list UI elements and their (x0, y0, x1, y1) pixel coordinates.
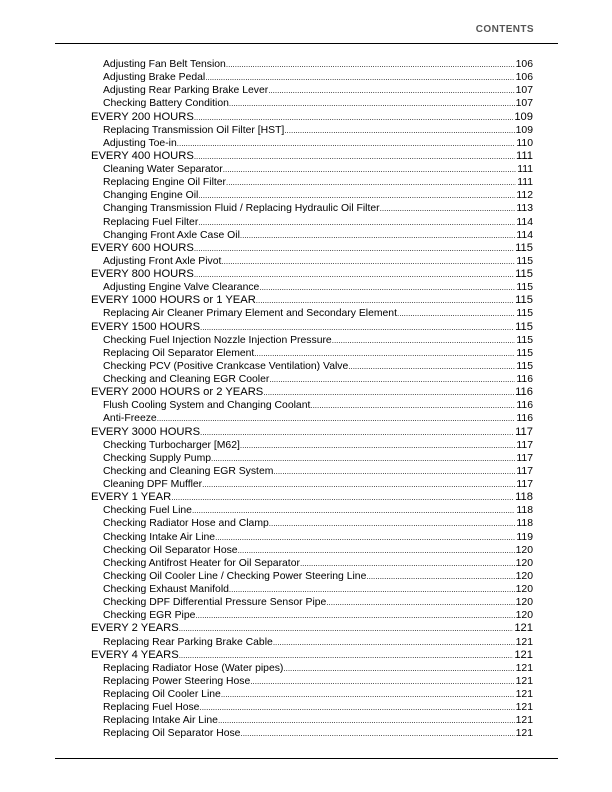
toc-page-number: 121 (514, 648, 533, 661)
dot-leader (198, 189, 515, 202)
toc-entry-title: EVERY 1500 HOURS (91, 320, 201, 333)
toc-entry[interactable] (91, 557, 533, 570)
toc-entry-title: Adjusting Engine Valve Clearance (103, 282, 260, 294)
toc-entry[interactable] (91, 373, 533, 386)
toc-entry-title: Checking Fuel Line (103, 505, 192, 517)
dot-leader (283, 662, 514, 675)
dot-leader (200, 426, 514, 439)
dot-leader (284, 124, 514, 137)
toc-entry-title: EVERY 1000 HOURS or 1 YEAR (91, 294, 256, 307)
toc-entry[interactable] (91, 176, 533, 189)
toc-page-number: 121 (515, 675, 533, 687)
dot-leader (380, 202, 516, 215)
toc-page-number: 115 (516, 347, 533, 359)
toc-entry[interactable] (91, 71, 533, 84)
toc-entry[interactable] (91, 189, 533, 202)
toc-page-number: 115 (516, 334, 533, 346)
dot-leader (397, 307, 515, 320)
toc-page-number: 120 (515, 610, 533, 622)
toc-entry[interactable] (91, 347, 533, 360)
toc-page-number: 121 (515, 702, 533, 714)
toc-entry[interactable] (91, 662, 533, 675)
toc-entry-title: Replacing Engine Oil Filter (103, 177, 227, 189)
toc-page-number: 107 (515, 98, 533, 110)
dot-leader (194, 111, 514, 124)
toc-page-number: 117 (515, 425, 533, 438)
toc-entry[interactable] (91, 124, 533, 137)
toc-entry[interactable] (91, 399, 533, 412)
toc-page-number: 115 (515, 268, 533, 280)
dot-leader (226, 176, 516, 189)
dot-leader (310, 399, 515, 412)
toc-page-number: 120 (515, 544, 533, 556)
toc-section-heading[interactable] (91, 268, 533, 281)
toc-page-number: 121 (515, 636, 533, 648)
header-rule (55, 43, 558, 44)
toc-page-number: 115 (516, 282, 533, 294)
dot-leader (256, 294, 514, 307)
toc-section-heading[interactable] (91, 491, 533, 504)
toc-page-number: 109 (515, 124, 533, 136)
dot-leader (194, 242, 514, 255)
footer-rule (55, 758, 558, 759)
toc-page-number: 117 (516, 479, 533, 490)
toc-entry-title: Replacing Oil Separator Element (103, 347, 255, 359)
dot-leader (199, 701, 514, 714)
toc-page-number: 115 (516, 308, 533, 320)
toc-page-number: 106 (515, 72, 533, 84)
toc-page-number: 110 (516, 137, 533, 149)
toc-entry-title: Adjusting Fan Belt Tension (103, 59, 226, 70)
toc-entry[interactable] (91, 137, 533, 150)
toc-entry-title: Replacing Air Cleaner Primary Element and Secondary Element (103, 308, 397, 320)
toc-entry[interactable] (91, 517, 533, 530)
toc-page-number: 115 (515, 294, 533, 307)
toc-entry[interactable] (91, 163, 533, 176)
toc-entry[interactable] (91, 229, 533, 242)
dot-leader (229, 583, 515, 596)
toc-section-heading[interactable] (91, 111, 533, 124)
dot-leader (229, 97, 515, 110)
dot-leader (226, 58, 515, 71)
toc-page-number: 111 (517, 177, 533, 189)
toc-page-number: 113 (516, 203, 533, 215)
toc-entry-title: EVERY 800 HOURS (91, 268, 194, 280)
toc-page-number: 115 (515, 241, 533, 254)
toc-page-number: 116 (516, 400, 533, 412)
toc-page-number: 118 (516, 518, 533, 530)
toc-page-number: 121 (515, 689, 533, 700)
toc-entry[interactable] (91, 583, 533, 596)
toc-entry[interactable] (91, 58, 533, 71)
toc-section-heading[interactable] (91, 242, 533, 255)
toc-entry-title: Checking PCV (Positive Crankcase Ventilation) Valve (103, 360, 349, 372)
dot-leader (192, 504, 515, 517)
toc-entry[interactable] (91, 714, 533, 727)
dot-leader (263, 386, 514, 399)
toc-page-number: 118 (516, 505, 533, 517)
toc-entry-title: Adjusting Brake Pedal (103, 72, 206, 84)
toc-entry-title: Changing Transmission Fluid / Replacing Hydraulic Oil Filter (103, 203, 380, 215)
dot-leader (195, 609, 514, 622)
toc-entry[interactable] (91, 452, 533, 465)
toc-page-number: 121 (515, 728, 533, 740)
toc-entry[interactable] (91, 675, 533, 688)
toc-entry-title: EVERY 2000 HOURS or 2 YEARS (91, 386, 264, 399)
toc-entry-title: Adjusting Toe-in (103, 137, 177, 149)
toc-page-number: 114 (516, 229, 533, 241)
toc-entry-title: Checking Antifrost Heater for Oil Separator (103, 557, 300, 569)
dot-leader (240, 229, 516, 242)
toc-page-number: 121 (514, 622, 533, 635)
toc-entry[interactable] (91, 727, 533, 740)
dot-leader (273, 636, 515, 649)
toc-entry[interactable] (91, 544, 533, 557)
toc-page-number: 107 (515, 85, 533, 97)
toc-page-number: 114 (516, 216, 533, 228)
toc-page-number: 115 (516, 360, 533, 372)
toc-page-number: 118 (515, 491, 533, 504)
dot-leader (332, 334, 516, 347)
toc-section-heading[interactable] (91, 386, 533, 399)
toc-entry-title: Changing Front Axle Case Oil (103, 229, 240, 241)
toc-entry-title: Checking Exhaust Manifold (103, 584, 229, 595)
dot-leader (268, 84, 514, 97)
toc-entry-title: Replacing Fuel Filter (103, 216, 199, 228)
toc-page-number: 111 (515, 149, 533, 162)
dot-leader (194, 150, 515, 163)
dot-leader (259, 281, 515, 294)
toc-page-number: 120 (515, 597, 533, 609)
toc-entry[interactable] (91, 596, 533, 609)
toc-page-number: 115 (515, 320, 533, 333)
toc-entry-title: Checking EGR Pipe (103, 610, 196, 622)
toc-entry-title: Checking Radiator Hose and Clamp (103, 518, 269, 530)
toc-entry-title: Checking Oil Cooler Line / Checking Power Steering Line (103, 570, 367, 582)
toc-page-number: 117 (516, 439, 533, 451)
toc-entry-title: EVERY 3000 HOURS (91, 425, 201, 438)
dot-leader (198, 216, 515, 229)
toc-entry[interactable] (91, 609, 533, 622)
toc-page-number: 109 (514, 110, 533, 123)
toc-entry-title: Checking Intake Air Line (103, 531, 216, 543)
toc-section-heading[interactable] (91, 150, 533, 163)
dot-leader (221, 255, 515, 268)
dot-leader (238, 544, 515, 557)
toc-page-number: 116 (516, 374, 533, 385)
toc-entry-title: Anti-Freeze (103, 413, 157, 425)
toc-page-number: 117 (516, 452, 533, 464)
toc-entry-title: EVERY 1 YEAR (91, 491, 172, 504)
toc-entry[interactable] (91, 465, 533, 478)
toc-page-number: 111 (517, 164, 533, 175)
dot-leader (269, 517, 516, 530)
toc-entry-title: Replacing Radiator Hose (Water pipes) (103, 662, 284, 674)
dot-leader (300, 557, 515, 570)
toc-entry[interactable] (91, 97, 533, 110)
dot-leader (194, 268, 514, 281)
toc-page-number: 121 (515, 662, 533, 674)
dot-leader (326, 596, 514, 609)
dot-leader (221, 688, 515, 701)
toc-entry-title: Adjusting Rear Parking Brake Lever (103, 85, 269, 97)
toc-entry-title: Replacing Oil Separator Hose (103, 728, 241, 740)
dot-leader (254, 347, 515, 360)
toc-entry-title: Replacing Transmission Oil Filter [HST] (103, 124, 285, 136)
toc-entry[interactable] (91, 412, 533, 425)
toc-section-heading[interactable] (91, 649, 533, 662)
toc-page-number: 117 (516, 465, 533, 477)
toc-entry-title: Cleaning DPF Muffler (103, 479, 203, 490)
toc-section-heading[interactable] (91, 622, 533, 635)
toc-entry-title: Changing Engine Oil (103, 190, 199, 202)
toc-entry-title: Cleaning Water Separator (103, 164, 223, 175)
toc-entry-title: Checking Battery Condition (103, 98, 229, 110)
toc-page-number: 116 (516, 413, 533, 425)
toc-entry-title: EVERY 400 HOURS (91, 149, 194, 162)
dot-leader (218, 714, 515, 727)
dot-leader (223, 163, 516, 176)
toc-section-heading[interactable] (91, 426, 533, 439)
toc-entry[interactable] (91, 255, 533, 268)
toc-page-number: 106 (515, 59, 533, 70)
toc-entry[interactable] (91, 531, 533, 544)
toc-entry[interactable] (91, 202, 533, 215)
toc-entry-title: Checking Turbocharger [M62] (103, 439, 240, 451)
toc-section-heading[interactable] (91, 321, 533, 334)
dot-leader (240, 727, 514, 740)
toc-page-number: 120 (515, 584, 533, 595)
dot-leader (177, 137, 516, 150)
toc-entry[interactable] (91, 688, 533, 701)
toc-entry-title: Checking DPF Differential Pressure Sensor Pipe (103, 597, 327, 609)
toc-entry[interactable] (91, 216, 533, 229)
toc-entry-title: EVERY 2 YEARS (91, 622, 179, 635)
toc-entry[interactable] (91, 570, 533, 583)
toc-entry-title: EVERY 200 HOURS (91, 110, 194, 123)
dot-leader (215, 531, 515, 544)
toc-section-heading[interactable] (91, 294, 533, 307)
toc-entry-title: Flush Cooling System and Changing Coolant (103, 400, 311, 412)
dot-leader (205, 71, 514, 84)
toc-entry-title: Replacing Power Steering Hose (103, 675, 251, 687)
running-header: CONTENTS (475, 24, 534, 35)
dot-leader (200, 321, 514, 334)
toc-page-number: 112 (516, 190, 533, 202)
toc-entry[interactable] (91, 701, 533, 714)
toc-entry[interactable] (91, 504, 533, 517)
toc-entry-title: Checking Oil Separator Hose (103, 544, 238, 556)
dot-leader (273, 465, 515, 478)
dot-leader (202, 478, 515, 491)
dot-leader (157, 412, 516, 425)
toc-entry[interactable] (91, 281, 533, 294)
toc-entry-title: EVERY 4 YEARS (91, 648, 179, 661)
toc-entry[interactable] (91, 478, 533, 491)
dot-leader (179, 649, 514, 662)
toc-entry[interactable] (91, 360, 533, 373)
toc-entry-title: Checking Supply Pump (103, 452, 212, 464)
toc-page-number: 120 (515, 557, 533, 569)
table-of-contents (91, 58, 533, 741)
toc-entry-title: Checking and Cleaning EGR Cooler (103, 374, 270, 385)
toc-entry-title: Checking Fuel Injection Nozzle Injection Pressure (103, 334, 332, 346)
dot-leader (211, 452, 515, 465)
toc-page-number: 116 (515, 386, 533, 399)
dot-leader (348, 360, 515, 373)
toc-entry[interactable] (91, 307, 533, 320)
toc-entry-title: Adjusting Front Axle Pivot (103, 255, 222, 267)
toc-entry[interactable] (91, 84, 533, 97)
toc-entry[interactable] (91, 439, 533, 452)
toc-page-number: 115 (516, 255, 533, 267)
dot-leader (269, 373, 515, 386)
toc-entry[interactable] (91, 334, 533, 347)
toc-entry-title: Replacing Fuel Hose (103, 702, 200, 714)
toc-entry-title: EVERY 600 HOURS (91, 241, 194, 254)
toc-entry-title: Replacing Intake Air Line (103, 715, 218, 727)
dot-leader (171, 491, 514, 504)
toc-entry-title: Replacing Rear Parking Brake Cable (103, 636, 273, 648)
toc-page-number: 120 (515, 570, 533, 582)
dot-leader (179, 622, 514, 635)
toc-entry[interactable] (91, 636, 533, 649)
toc-entry-title: Replacing Oil Cooler Line (103, 689, 221, 700)
dot-leader (240, 439, 516, 452)
toc-page-number: 121 (515, 715, 533, 727)
toc-page-number: 119 (516, 531, 533, 543)
dot-leader (250, 675, 514, 688)
toc-entry-title: Checking and Cleaning EGR System (103, 465, 274, 477)
dot-leader (366, 570, 514, 583)
